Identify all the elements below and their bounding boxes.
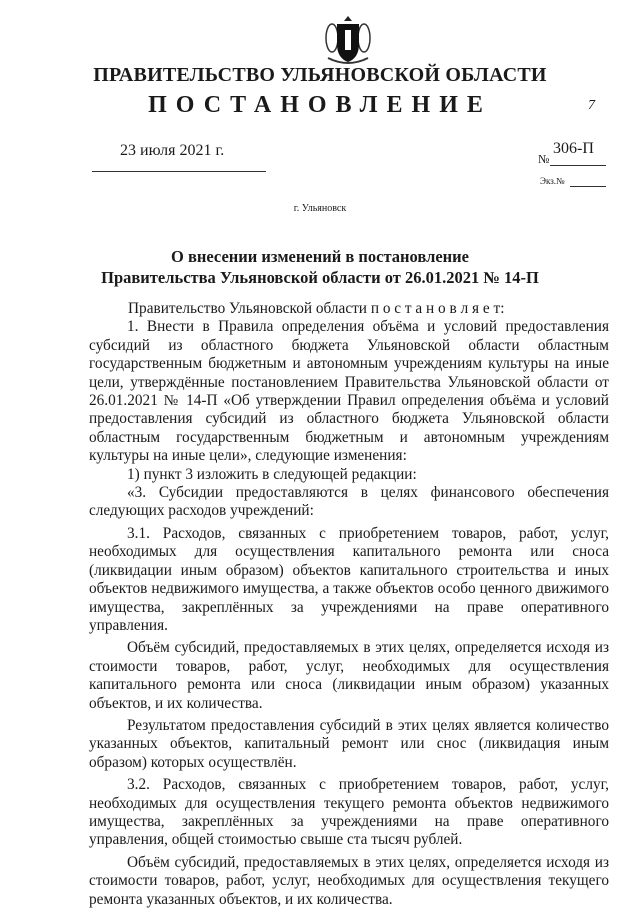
document-body	[89, 300, 609, 909]
body-paragraph-3: «3. Субсидии предоставляются в целях финансового обеспечения следующих расходов учреждений:	[89, 484, 609, 520]
organization-name: ПРАВИТЕЛЬСТВО УЛЬЯНОВСКОЙ ОБЛАСТИ	[93, 64, 547, 86]
date-underline	[92, 171, 266, 172]
body-paragraph-2: 1) пункт 3 изложить в следующей редакции:	[127, 465, 417, 483]
body-paragraph-4: 3.1. Расходов, связанных с приобретением товаров, работ, услуг, необходимых для осуществления капитального ремонта или сноса (ликвидации иным образом) объектов капитального строительства и иных объектов недвижимого имущества, а также объектов особо ценного движимого имущества, закреплённых за учреждениями на праве оперативного управления.	[89, 524, 609, 634]
body-paragraph-8: Объём субсидий, предоставляемых в этих целях, определяется исходя из стоимости товаров, работ, услуг, необходимых для осуществления текущего ремонта указанных объектов, и их количества.	[89, 853, 609, 908]
body-paragraph-7: 3.2. Расходов, связанных с приобретением товаров, работ, услуг, необходимых для осуществления текущего ремонта объектов недвижимого имущества, закреплённых за учреждениями на праве оперативного управления, общей стоимостью свыше ста тысяч рублей.	[89, 776, 609, 849]
body-paragraph-1: 1. Внести в Правила определения объёма и условий предоставления субсидий из областного бюджета Ульяновской области областным государственным бюджетным и автономным учреждениям культуры на иные цели, утверждённые постановлением Правительства Ульяновской области от 26.01.2021 № 14-П «Об утверждении Правил определения объёма и условий предоставления субсидий из областного бюджета Ульяновской области областным государственным бюджетным и автономным учреждениям культуры на иные цели», следующие изменения:	[89, 318, 609, 465]
number-sign: №	[538, 152, 550, 166]
title-line-1: О внесении изменений в постановление	[171, 247, 469, 266]
document-number: 306-П	[553, 140, 594, 157]
handwritten-mark: 7	[588, 98, 595, 113]
body-paragraph-6: Результатом предоставления субсидий в этих целях является количество указанных объектов, капитальный ремонт или снос (ликвидация иным образом) которых осуществлён.	[89, 716, 609, 771]
number-underline	[550, 165, 606, 166]
document-title	[60, 246, 580, 288]
document-date: 23 июля 2021 г.	[120, 142, 225, 159]
body-paragraph-5: Объём субсидий, предоставляемых в этих целях, определяется исходя из стоимости товаров, работ, услуг, необходимых для осуществления капитального ремонта или сноса (ликвидации иным образом) указанных объектов, и их количества.	[89, 639, 609, 712]
document-type: ПОСТАНОВЛЕНИЕ	[148, 92, 492, 118]
city-name: г. Ульяновск	[293, 203, 347, 214]
copy-number-label: Экз.№	[540, 176, 565, 186]
title-line-2: Правительства Ульяновской области от 26.01.2021 № 14-П	[101, 268, 539, 287]
coat-of-arms-icon	[324, 14, 372, 66]
body-paragraph-intro: Правительство Ульяновской области п о с т а н о в л я е т:	[128, 300, 505, 317]
copy-number-underline	[570, 186, 606, 187]
